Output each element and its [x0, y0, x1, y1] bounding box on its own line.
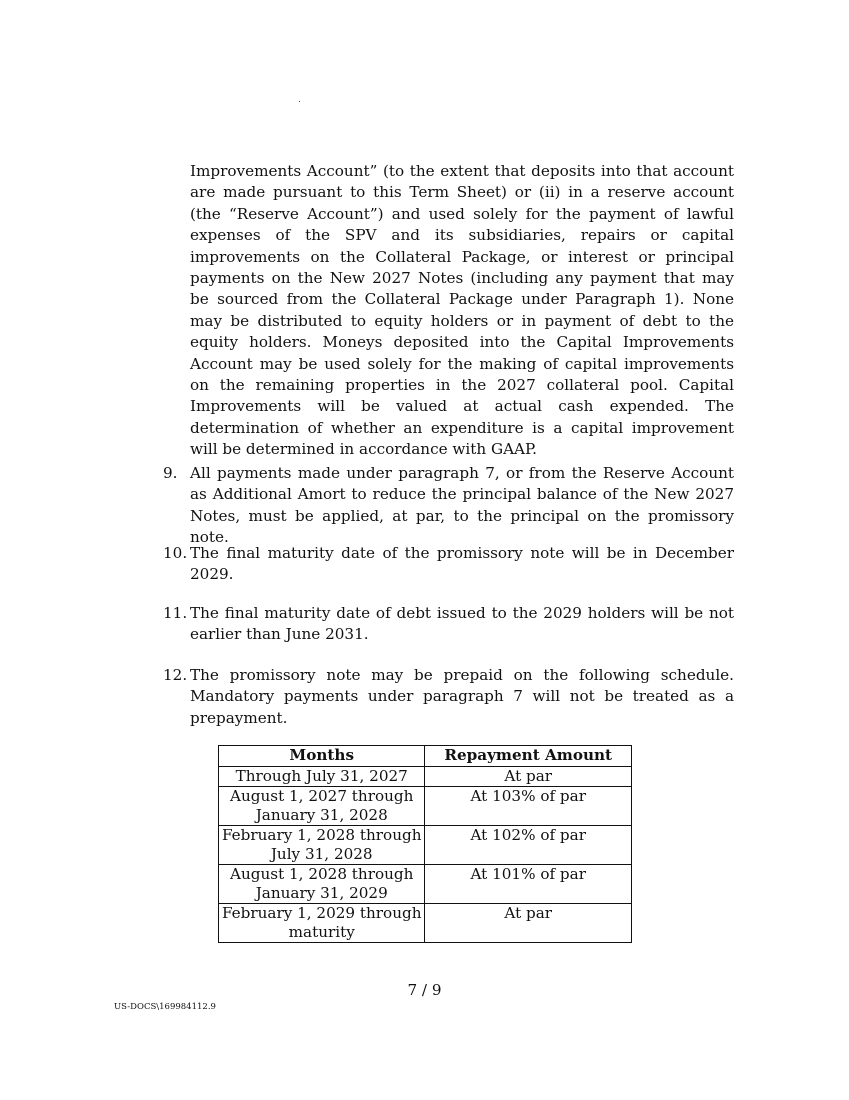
- header-repayment-amount: Repayment Amount: [425, 746, 632, 767]
- months-cell: February 1, 2028 through July 31, 2028: [219, 826, 425, 865]
- table-row: [219, 865, 632, 904]
- prepayment-schedule-table: [218, 745, 632, 943]
- months-cell: August 1, 2027 through January 31, 2028: [219, 787, 425, 826]
- amount-cell: At 101% of par: [425, 865, 632, 904]
- item-number: 9.: [163, 464, 178, 482]
- table-row: [219, 904, 632, 943]
- page-number: 7 / 9: [407, 981, 442, 999]
- item-number: 10.: [163, 544, 188, 562]
- item-number: 12.: [163, 666, 188, 684]
- header-months: Months: [219, 746, 425, 767]
- months-cell: August 1, 2028 through January 31, 2029: [219, 865, 425, 904]
- months-cell: February 1, 2029 through maturity: [219, 904, 425, 943]
- item-text: The final maturity date of the promissory note will be in December 2029.: [190, 544, 734, 584]
- item-text: The final maturity date of debt issued to the 2029 holders will be not earlier than June 2031.: [190, 604, 734, 644]
- amount-cell: At par: [425, 904, 632, 943]
- list-item-12: [163, 665, 734, 729]
- list-item-9: [163, 463, 734, 549]
- stray-mark: [299, 101, 300, 102]
- item-text: The promissory note may be prepaid on the following schedule. Mandatory payments under paragraph 7 will not be treated as a prepayment.: [190, 666, 734, 727]
- amount-cell: At par: [425, 767, 632, 787]
- table-row: [219, 826, 632, 865]
- amount-cell: At 102% of par: [425, 826, 632, 865]
- list-item-10: [163, 543, 734, 586]
- table-row: [219, 787, 632, 826]
- table-row: [219, 767, 632, 787]
- item-number: 11.: [163, 604, 188, 622]
- amount-cell: At 103% of par: [425, 787, 632, 826]
- table-header-row: [219, 746, 632, 767]
- continuation-paragraph: Improvements Account” (to the extent that deposits into that account are made pursuant to this Term Sheet) or (ii) in a reserve account (the “Reserve Account”) and used solely for the payment of lawful expenses of the SPV and its subsidiaries, repairs or capital improvements on the Collateral Package, or interest or principal payments on the New 2027 Notes (including any payment that may be sourced from the Collateral Package under Paragraph 1). None may be distributed to equity holders or in payment of debt to the equity holders. Moneys deposited into the Capital Improvements Account may be used solely for the making of capital improvements on the remaining properties in the 2027 collateral pool. Capital Improvements will be valued at actual cash expended. The determination of whether an expenditure is a capital improvement will be determined in accordance with GAAP.: [190, 162, 734, 459]
- list-item-11: [163, 603, 734, 646]
- document-id: US-DOCS\169984112.9: [114, 1002, 216, 1012]
- months-cell: Through July 31, 2027: [219, 767, 425, 787]
- item-text: All payments made under paragraph 7, or from the Reserve Account as Additional Amort to reduce the principal balance of the New 2027 Notes, must be applied, at par, to the principal on the promissory note.: [190, 464, 734, 547]
